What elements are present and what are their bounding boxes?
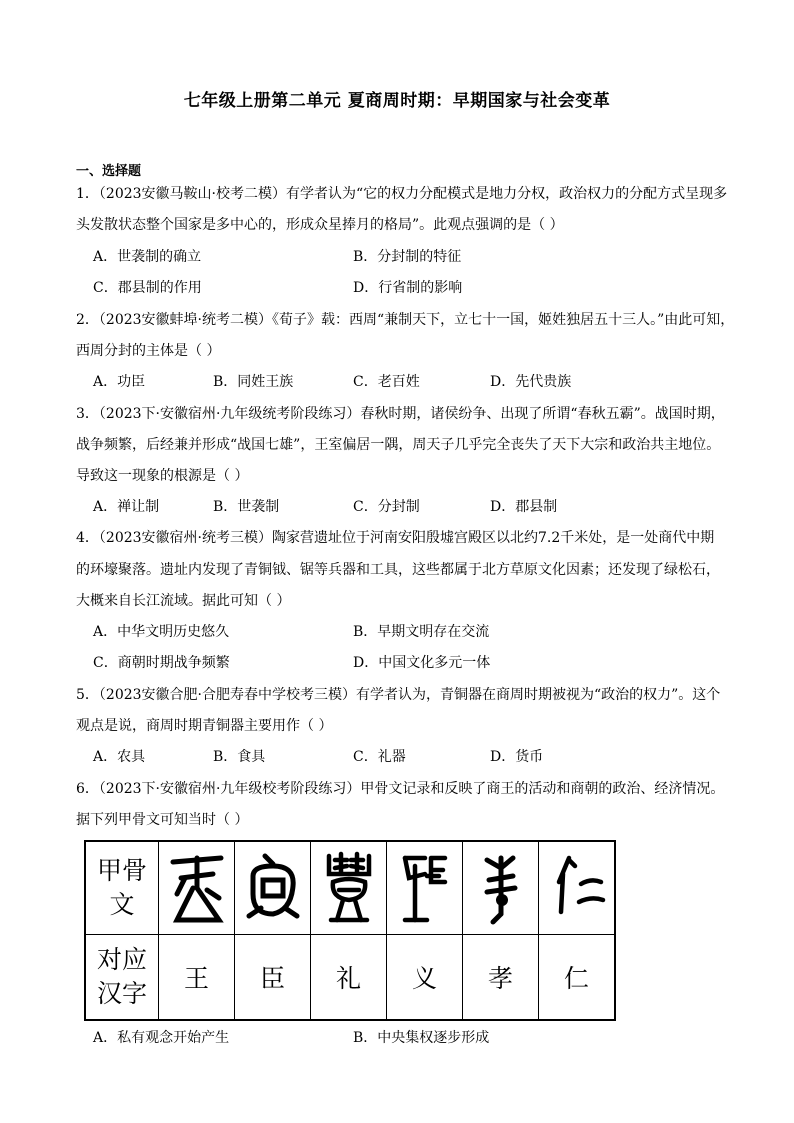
character-cell-2: 臣 bbox=[235, 935, 311, 1021]
oracle-ren-icon bbox=[547, 848, 607, 928]
q3-line-1: 3．（2023下·安徽宿州·九年级统考阶段练习）春秋时期，诸侯纷争、出现了所谓“春秋五霸”。战国时期， bbox=[76, 406, 725, 422]
q2-line-2: 西周分封的主体是（ ） bbox=[76, 343, 221, 359]
q2-option-d[interactable]: D．先代贵族 bbox=[490, 374, 572, 390]
oracle-yi-icon bbox=[395, 848, 455, 928]
q1-option-c[interactable]: C．郡县制的作用 bbox=[93, 280, 202, 296]
oracle-cell-2 bbox=[235, 841, 311, 935]
q4-line-2: 的环壕聚落。遗址内发现了青铜钺、锯等兵器和工具，这些都属于北方草原文化因素；还发现了绿松石， bbox=[76, 562, 720, 578]
q4-option-b[interactable]: B．早期文明存在交流 bbox=[353, 624, 490, 640]
q1-line-1: 1．（2023安徽马鞍山·校考二模）有学者认为“它的权力分配模式是地力分权，政治权力的分配方式呈现多 bbox=[76, 186, 728, 202]
oracle-cell-5 bbox=[463, 841, 539, 935]
q4-option-c[interactable]: C．商朝时期战争频繁 bbox=[93, 655, 230, 671]
q3-option-b[interactable]: B．世袭制 bbox=[213, 499, 280, 515]
q5-option-d[interactable]: D．货币 bbox=[490, 749, 544, 765]
q2-option-b[interactable]: B．同姓王族 bbox=[213, 374, 294, 390]
table-row-oracle bbox=[85, 841, 615, 935]
oracle-cell-3 bbox=[311, 841, 387, 935]
character-cell-4: 义 bbox=[387, 935, 463, 1021]
q6-line-2: 据下列甲骨文可知当时（ ） bbox=[76, 812, 249, 828]
q4-line-1: 4．（2023安徽宿州·统考三模）陶家营遗址位于河南安阳殷墟宫殿区以北约7.2千米处，是一处商代中期 bbox=[76, 530, 715, 546]
row-header-characters: 对应 汉字 bbox=[85, 935, 159, 1021]
character-cell-1: 王 bbox=[159, 935, 235, 1021]
q1-option-b[interactable]: B．分封制的特征 bbox=[353, 249, 462, 265]
oracle-cell-4 bbox=[387, 841, 463, 935]
oracle-cell-6 bbox=[539, 841, 616, 935]
q3-option-d[interactable]: D．郡县制 bbox=[490, 499, 558, 515]
page-title: 七年级上册第二单元 夏商周时期：早期国家与社会变革 bbox=[183, 91, 611, 111]
oracle-chen-icon bbox=[243, 848, 303, 928]
oracle-xiao-icon bbox=[471, 848, 531, 928]
q5-option-c[interactable]: C．礼器 bbox=[353, 749, 406, 765]
q6-option-a[interactable]: A．私有观念开始产生 bbox=[93, 1030, 230, 1046]
q2-line-1: 2．（2023安徽蚌埠·统考二模）《荀子》载：西周“兼制天下，立七十一国，姬姓独居五十三人。”由此可知， bbox=[76, 312, 735, 328]
q4-line-3: 大概来自长江流域。据此可知（ ） bbox=[76, 593, 291, 609]
q4-option-d[interactable]: D．中国文化多元一体 bbox=[353, 655, 491, 671]
oracle-cell-1 bbox=[159, 841, 235, 935]
q1-line-2: 头发散状态整个国家是多中心的，形成众星捧月的格局”。此观点强调的是（ ） bbox=[76, 217, 564, 233]
table-row-characters bbox=[85, 935, 615, 1021]
q6-option-b[interactable]: B．中央集权逐步形成 bbox=[353, 1030, 490, 1046]
character-cell-6: 仁 bbox=[539, 935, 616, 1021]
row-header-oracle: 甲骨 文 bbox=[85, 841, 159, 935]
character-cell-3: 礼 bbox=[311, 935, 387, 1021]
q3-option-c[interactable]: C．分封制 bbox=[353, 499, 420, 515]
q3-line-3: 导致这一现象的根源是（ ） bbox=[76, 468, 249, 484]
section-heading: 一、选择题 bbox=[76, 164, 142, 179]
q1-option-d[interactable]: D．行省制的影响 bbox=[353, 280, 463, 296]
q3-line-2: 战争频繁，后经兼并形成“战国七雄”，王室偏居一隅，周天子几乎完全丧失了天下大宗和政治共主地位。 bbox=[76, 437, 721, 453]
q2-option-c[interactable]: C．老百姓 bbox=[353, 374, 420, 390]
q5-line-2: 观点是说，商周时期青铜器主要用作（ ） bbox=[76, 718, 333, 734]
q2-option-a[interactable]: A．功臣 bbox=[93, 374, 146, 390]
q3-option-a[interactable]: A．禅让制 bbox=[93, 499, 160, 515]
q4-option-a[interactable]: A．中华文明历史悠久 bbox=[93, 624, 230, 640]
q5-line-1: 5．（2023安徽合肥·合肥寿春中学校考三模）有学者认为，青铜器在商周时期被视为“政治的权力”。这个 bbox=[76, 687, 721, 703]
q6-line-1: 6．（2023下·安徽宿州·九年级校考阶段练习）甲骨文记录和反映了商王的活动和商朝的政治、经济情况。 bbox=[76, 781, 725, 797]
character-cell-5: 孝 bbox=[463, 935, 539, 1021]
q5-option-b[interactable]: B．食具 bbox=[213, 749, 266, 765]
oracle-wang-icon bbox=[167, 848, 227, 928]
oracle-bone-table bbox=[84, 840, 616, 1021]
q1-option-a[interactable]: A．世袭制的确立 bbox=[93, 249, 202, 265]
q5-option-a[interactable]: A．农具 bbox=[93, 749, 146, 765]
oracle-li-icon bbox=[319, 848, 379, 928]
